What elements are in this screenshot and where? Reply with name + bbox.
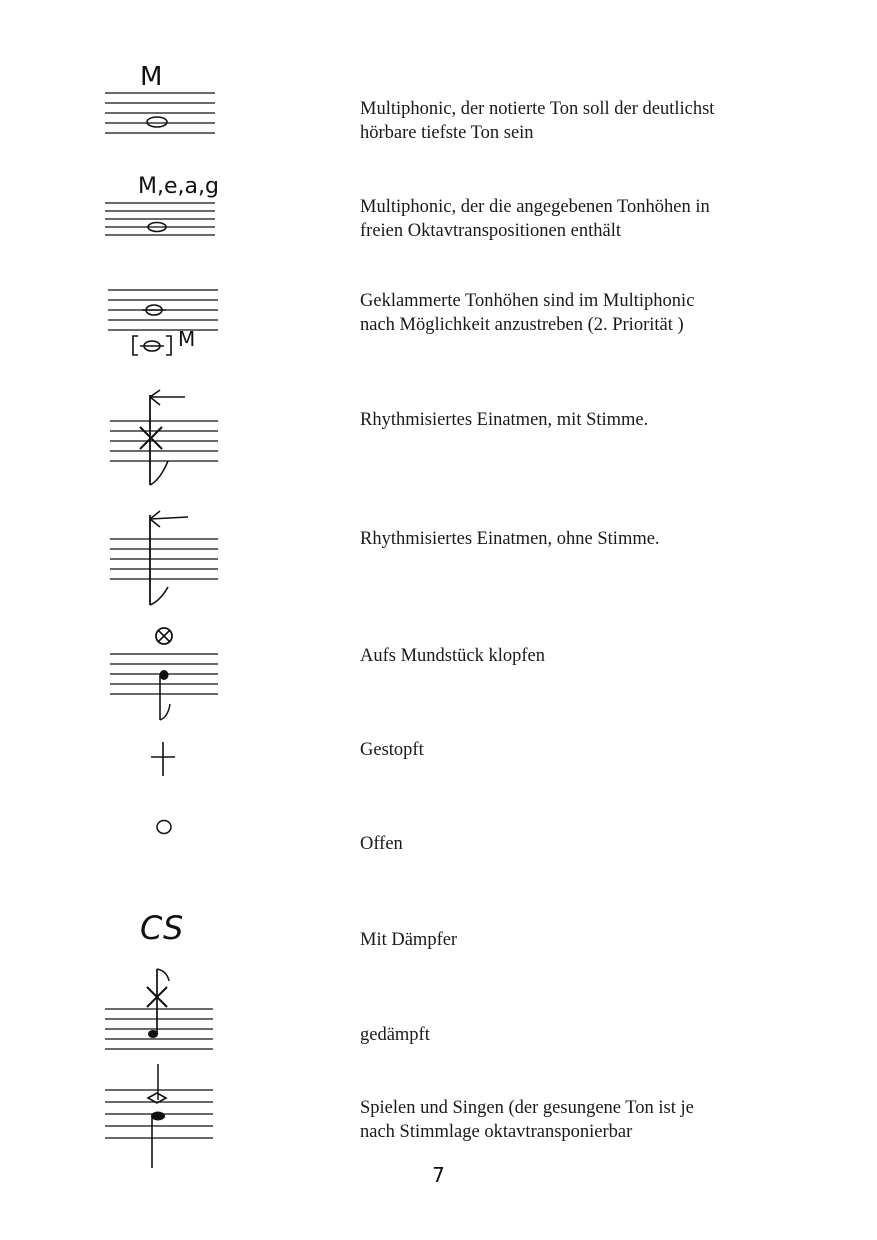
legend-text-3: Geklammerte Tonhöhen sind im Multiphonic nach Möglichkeit anzustreben (2. Priorität ) [360, 291, 695, 335]
multiphonic-m-symbol [100, 55, 225, 145]
open-symbol [150, 816, 180, 841]
legend-text-5: Rhythmisiertes Einatmen, ohne Stimme. [360, 529, 660, 549]
legend-text-4: Rhythmisiertes Einatmen, mit Stimme. [360, 410, 649, 430]
inhale-no-voice-symbol [100, 505, 230, 615]
legend-text-1: Multiphonic, der notierte Ton soll der deutlichst hörbare tiefste Ton sein [360, 99, 715, 143]
bracket-multiphonic-label: M [178, 327, 196, 351]
bracketed-pitch-symbol [100, 280, 230, 360]
legend-text-8: Offen [360, 834, 403, 854]
legend-text-10: gedämpft [360, 1025, 430, 1045]
legend-text-2: Multiphonic, der die angegebenen Tonhöhen in freien Oktavtranspositionen enthält [360, 197, 710, 241]
legend-text-6: Aufs Mundstück klopfen [360, 646, 545, 666]
muted-symbol [95, 965, 225, 1057]
mute-cs-symbol [138, 905, 208, 950]
legend-text-9: Mit Dämpfer [360, 930, 458, 950]
legend-text-11: Spielen und Singen (der gesungene Ton ist je nach Stimmlage oktavtransponierbar [360, 1098, 694, 1142]
legend-text-7: Gestopft [360, 740, 424, 760]
circle-icon [157, 821, 171, 834]
play-and-sing-symbol [95, 1060, 225, 1172]
inhale-voice-symbol [100, 385, 230, 495]
mute-cs-label: CS [140, 909, 184, 947]
stopped-symbol [145, 740, 185, 780]
multiphonic-pitches-symbol [100, 165, 240, 245]
tap-mouthpiece-symbol [100, 622, 230, 727]
page-number: 7 [432, 1163, 445, 1187]
multiphonic-pitches-label: M,e,a,g [138, 174, 219, 199]
multiphonic-label: M [140, 62, 163, 92]
